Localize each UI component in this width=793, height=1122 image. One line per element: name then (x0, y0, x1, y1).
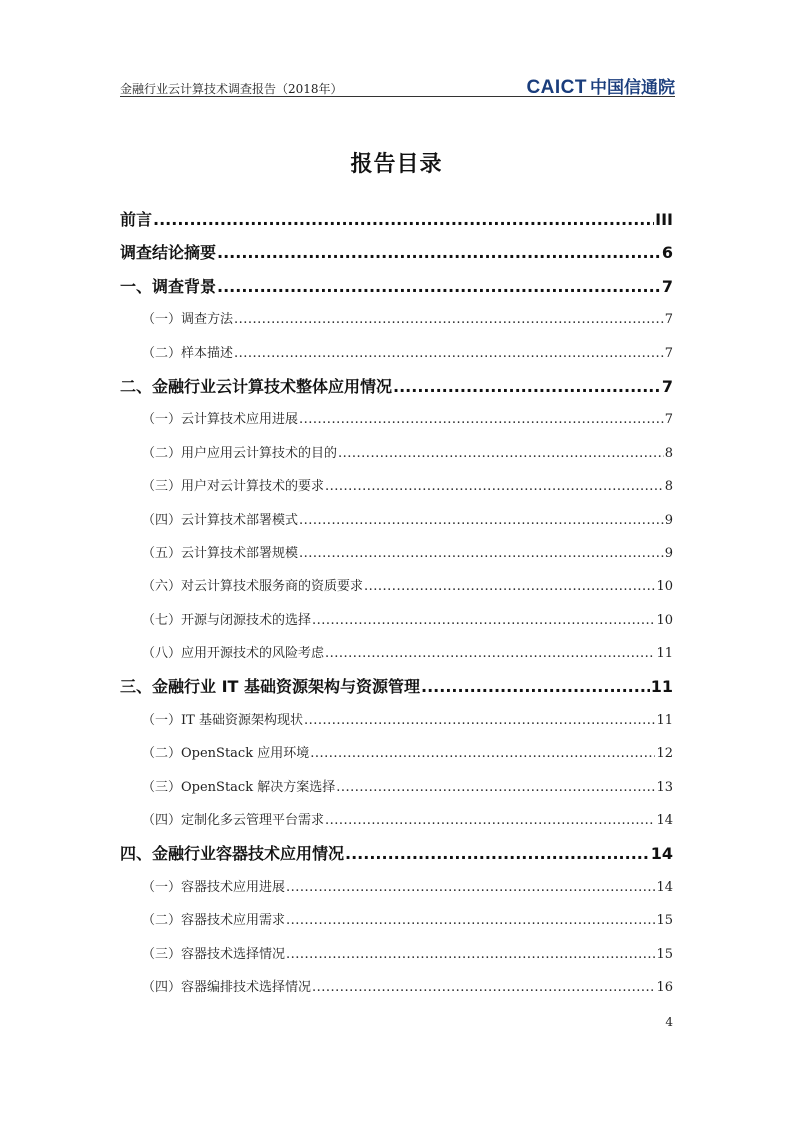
toc-entry-title: 一、调查背景 (120, 276, 217, 296)
toc-entry[interactable] (120, 203, 673, 236)
toc-dot-leader (345, 837, 650, 870)
toc-entry[interactable] (120, 337, 673, 370)
toc-entry-title: （八）应用开源技术的风险考虑 (142, 646, 325, 662)
toc-entry[interactable] (120, 470, 673, 503)
table-of-contents (120, 203, 673, 1004)
toc-entry[interactable] (120, 971, 673, 1004)
toc-entry-title: 调查结论摘要 (120, 243, 217, 263)
toc-entry-title: （六）对云计算技术服务商的资质要求 (142, 579, 364, 595)
toc-dot-leader (364, 570, 655, 603)
toc-entry-title: （四）云计算技术部署模式 (142, 512, 299, 528)
page-title: 报告目录 (350, 152, 443, 177)
toc-entry-title: （一）IT 基础资源架构现状 (142, 712, 303, 728)
toc-dot-leader (336, 771, 655, 804)
toc-entry-title: 前言 (120, 210, 153, 229)
toc-entry-page: 7 (664, 312, 673, 328)
toc-entry[interactable] (120, 270, 673, 303)
toc-dot-leader (421, 670, 650, 703)
page-number: 4 (665, 1015, 673, 1029)
toc-dot-leader (310, 737, 655, 770)
toc-entry-page: 11 (650, 677, 673, 697)
toc-entry[interactable] (120, 837, 673, 870)
toc-dot-leader (325, 637, 655, 670)
logo-chinese-text: 中国信通院 (590, 78, 675, 98)
toc-dot-leader (393, 370, 661, 403)
toc-entry-title: （四）定制化多云管理平台需求 (142, 813, 325, 829)
toc-entry[interactable] (120, 670, 673, 703)
toc-entry-page: 14 (656, 879, 673, 895)
toc-entry[interactable] (120, 737, 673, 770)
toc-entry-title: 二、金融行业云计算技术整体应用情况 (120, 376, 393, 396)
toc-entry-title: （五）云计算技术部署规模 (142, 545, 299, 561)
toc-entry-page: 6 (661, 243, 673, 263)
toc-dot-leader (234, 303, 664, 336)
toc-entry[interactable] (120, 904, 673, 937)
toc-entry-page: 15 (656, 913, 673, 929)
header-divider (120, 96, 675, 97)
toc-entry-page: 13 (656, 779, 673, 795)
toc-entry-page: 11 (656, 646, 673, 662)
toc-entry-title: （三）用户对云计算技术的要求 (142, 479, 325, 495)
toc-entry-title: （二）样本描述 (142, 345, 234, 361)
toc-entry-page: 7 (664, 412, 673, 428)
toc-entry[interactable] (120, 504, 673, 537)
toc-entry-page: 16 (656, 979, 673, 995)
toc-entry-page: 10 (656, 612, 673, 628)
toc-entry-title: （一）云计算技术应用进展 (142, 412, 299, 428)
toc-entry[interactable] (120, 637, 673, 670)
toc-entry-page: 12 (656, 746, 673, 762)
toc-entry-page: 8 (664, 445, 673, 461)
toc-entry-title: （三）容器技术选择情况 (142, 946, 286, 962)
toc-entry-title: （三）OpenStack 解决方案选择 (142, 779, 336, 795)
toc-entry-page: III (655, 210, 673, 229)
toc-dot-leader (286, 871, 655, 904)
toc-dot-leader (217, 236, 661, 269)
toc-entry[interactable] (120, 370, 673, 403)
toc-dot-leader (299, 403, 664, 436)
toc-dot-leader (325, 804, 655, 837)
toc-entry[interactable] (120, 938, 673, 971)
toc-dot-leader (234, 337, 664, 370)
toc-entry-page: 14 (656, 813, 673, 829)
logo-latin-text: CAICT (526, 77, 587, 98)
toc-entry-title: （二）容器技术应用需求 (142, 913, 286, 929)
toc-dot-leader (286, 938, 655, 971)
toc-entry-title: 四、金融行业容器技术应用情况 (120, 844, 345, 864)
toc-entry-page: 10 (656, 579, 673, 595)
toc-entry[interactable] (120, 437, 673, 470)
toc-entry-page: 7 (661, 376, 673, 396)
toc-entry[interactable] (120, 771, 673, 804)
toc-entry-title: （七）开源与闭源技术的选择 (142, 612, 312, 628)
page-header (120, 72, 675, 98)
toc-entry-title: （二）OpenStack 应用环境 (142, 746, 310, 762)
toc-entry[interactable] (120, 537, 673, 570)
toc-entry-title: （四）容器编排技术选择情况 (142, 979, 312, 995)
toc-entry[interactable] (120, 303, 673, 336)
toc-entry-title: （一）容器技术应用进展 (142, 879, 286, 895)
toc-entry-page: 7 (661, 276, 673, 296)
toc-entry-page: 9 (664, 545, 673, 561)
toc-entry[interactable] (120, 570, 673, 603)
toc-entry-page: 9 (664, 512, 673, 528)
header-title: 金融行业云计算技术调查报告（2018年） (120, 82, 343, 96)
toc-dot-leader (304, 704, 656, 737)
toc-entry-page: 8 (664, 479, 673, 495)
toc-dot-leader (217, 270, 661, 303)
toc-dot-leader (312, 971, 655, 1004)
toc-dot-leader (153, 203, 654, 236)
toc-entry-title: （二）用户应用云计算技术的目的 (142, 445, 338, 461)
toc-entry-page: 7 (664, 345, 673, 361)
toc-entry-page: 14 (650, 844, 673, 864)
toc-entry-page: 11 (656, 712, 673, 728)
toc-entry-title: （一）调查方法 (142, 312, 234, 328)
toc-dot-leader (312, 604, 655, 637)
toc-entry-title: 三、金融行业 IT 基础资源架构与资源管理 (120, 677, 421, 697)
toc-dot-leader (299, 504, 664, 537)
toc-entry[interactable] (120, 604, 673, 637)
toc-dot-leader (325, 470, 664, 503)
toc-dot-leader (286, 904, 655, 937)
toc-entry[interactable] (120, 804, 673, 837)
toc-entry[interactable] (120, 236, 673, 269)
toc-entry[interactable] (120, 871, 673, 904)
toc-entry[interactable] (120, 704, 673, 737)
toc-entry[interactable] (120, 403, 673, 436)
toc-entry-page: 15 (656, 946, 673, 962)
toc-dot-leader (338, 437, 664, 470)
toc-dot-leader (299, 537, 664, 570)
